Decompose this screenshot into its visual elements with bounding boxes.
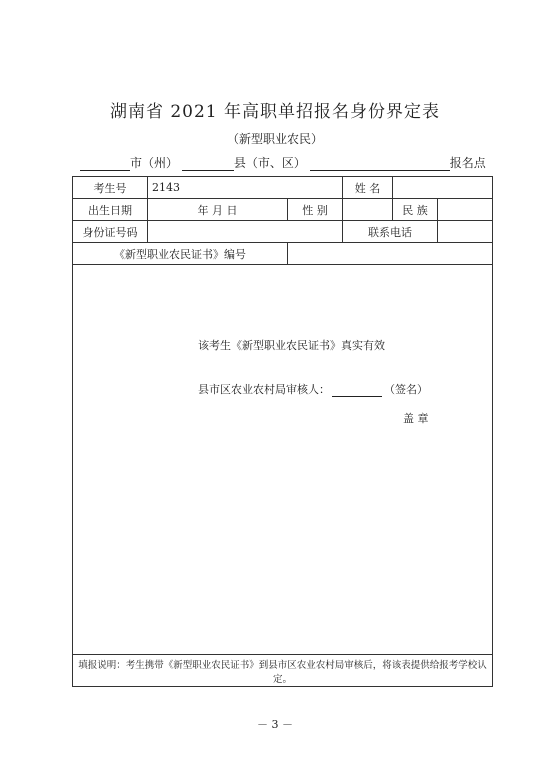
reviewer-label: 县市区农业农村局审核人： [198, 383, 330, 396]
signature-note: （签名） [384, 383, 428, 396]
certificate-number-label: 《新型职业农民证书》编号 [73, 243, 288, 265]
id-number-field[interactable] [148, 221, 343, 243]
reviewer-signature-blank[interactable] [332, 386, 382, 397]
table-row [73, 243, 493, 265]
document-title: 湖南省 2021 年高职单招报名身份界定表 [109, 102, 441, 122]
certificate-number-field[interactable] [288, 243, 493, 265]
gender-field[interactable] [343, 199, 393, 221]
county-blank[interactable] [182, 158, 234, 171]
exam-no-field[interactable]: 2143 [148, 177, 343, 199]
id-number-label: 身份证号码 [73, 221, 148, 243]
phone-label: 联系电话 [343, 221, 438, 243]
phone-field[interactable] [438, 221, 493, 243]
page-number: － 3 － [257, 718, 293, 731]
site-label: 报名点 [449, 156, 486, 170]
ethnicity-label: 民 族 [393, 199, 438, 221]
table-row [73, 221, 493, 243]
name-field[interactable] [393, 177, 493, 199]
instructions-note: 填报说明：考生携带《新型职业农民证书》到县市区农业农村局审核后，将该表提供给报考学校认定。 [73, 655, 493, 687]
birth-date-label: 出生日期 [73, 199, 148, 221]
stamp-label: 盖 章 [403, 412, 429, 425]
city-blank[interactable] [80, 158, 130, 171]
table-row [73, 655, 493, 687]
identity-form-table [72, 176, 493, 687]
county-label: 县（市、区） [233, 156, 306, 170]
certification-area [73, 265, 493, 655]
reviewer-line [198, 381, 428, 397]
city-label: 市（州） [130, 156, 179, 170]
birth-date-field[interactable]: 年 月 日 [148, 199, 288, 221]
ethnicity-field[interactable] [438, 199, 493, 221]
table-row [73, 199, 493, 221]
gender-label: 性 别 [288, 199, 343, 221]
name-label: 姓 名 [343, 177, 393, 199]
certification-statement: 该考生《新型职业农民证书》真实有效 [198, 339, 385, 352]
table-row [73, 177, 493, 199]
site-blank[interactable] [310, 158, 450, 171]
table-row [73, 265, 493, 655]
document-subtitle: （新型职业农民） [226, 132, 323, 146]
exam-no-label: 考生号 [73, 177, 148, 199]
registration-line [80, 154, 490, 170]
